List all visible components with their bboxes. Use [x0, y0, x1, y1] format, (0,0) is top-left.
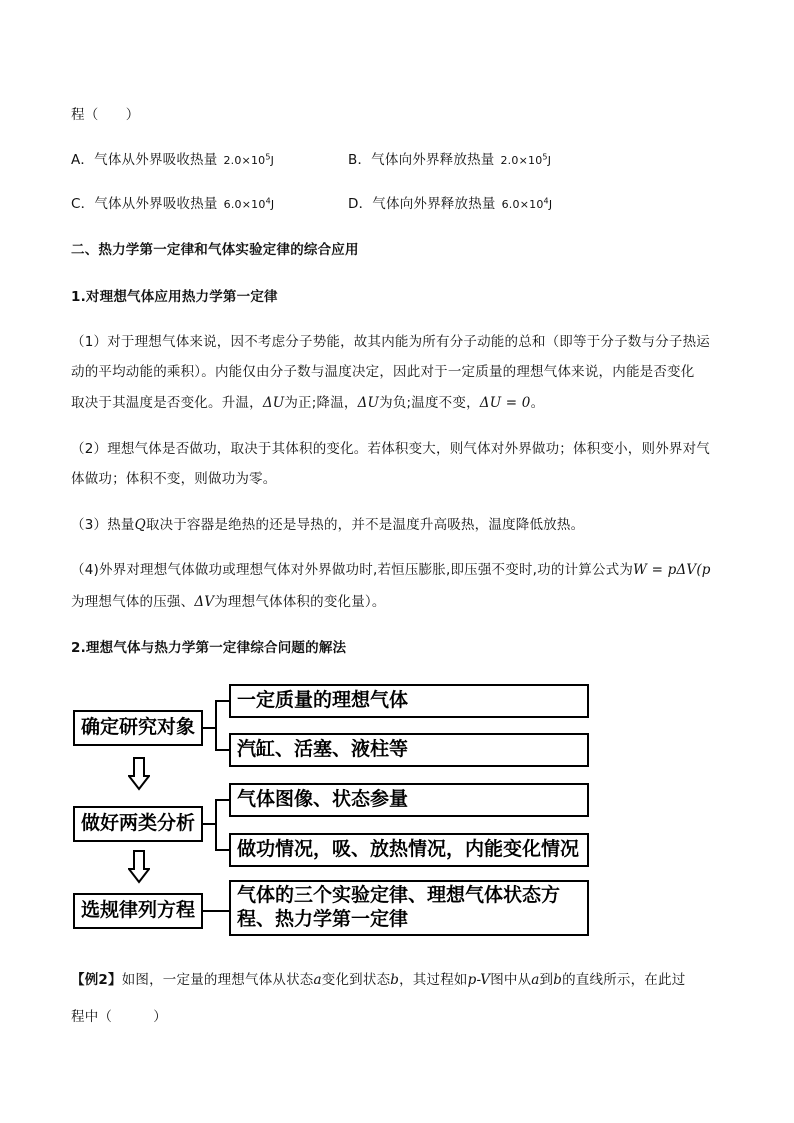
paragraph-4-line-2: 为理想气体的压强、ΔV为理想气体体积的变化量）。: [71, 594, 386, 610]
option-letter: C．: [71, 196, 95, 212]
down-arrow-icon: [128, 757, 150, 791]
option-text: 气体从外界吸收热量: [94, 196, 218, 212]
option-value: $2.0\times 10^5J$: [223, 152, 275, 167]
flow-box-gas-graph: 气体图像、状态参量: [229, 783, 589, 817]
question-tail: 程（ ）: [71, 107, 140, 123]
math-delta-v: ΔV: [194, 594, 215, 610]
connector: [215, 799, 217, 851]
flow-box-work-heat: 做功情况，吸、放热情况，内能变化情况: [229, 833, 589, 867]
gas-laws-line-2: 程、热力学第一定律: [237, 908, 409, 930]
option-text: 气体向外界释放热量: [372, 196, 496, 212]
paragraph-1-line-1: （1）对于理想气体来说，因不考虑分子势能，故其内能为所有分子动能的总和（即等于分子数与分子热运: [71, 334, 710, 350]
section-heading: 二、热力学第一定律和气体实验定律的综合应用: [71, 242, 359, 258]
option-value: $6.0\times 10^4J$: [223, 196, 275, 211]
gas-laws-line-1: 气体的三个实验定律、理想气体状态方: [237, 884, 561, 907]
option-text: 气体从外界吸收热量: [94, 152, 218, 168]
connector: [215, 749, 229, 751]
connector: [215, 799, 229, 801]
connector: [215, 700, 229, 702]
option-d[interactable]: [348, 192, 552, 212]
paragraph-1-line-3: 取决于其温度是否变化。升温，ΔU为正;降温，ΔU为负;温度不变，ΔU = 0。: [71, 395, 545, 411]
math-work-formula: W = pΔV(p: [633, 562, 711, 578]
subsection-heading-1: 1.对理想气体应用热力学第一定律: [71, 289, 278, 305]
flow-box-gas-laws: [229, 880, 589, 936]
paragraph-3: （3）热量Q取决于容器是绝热的还是导热的，并不是温度升高吸热，温度降低放热。: [71, 517, 585, 533]
flow-box-research-object: 确定研究对象: [73, 710, 203, 746]
math-delta-u-zero: ΔU = 0: [479, 395, 531, 411]
math-delta-u: ΔU: [262, 395, 285, 411]
math-delta-u: ΔU: [357, 395, 380, 411]
option-letter: D．: [348, 196, 373, 212]
connector: [215, 849, 229, 851]
connector: [203, 910, 229, 912]
option-text: 气体向外界释放热量: [371, 152, 495, 168]
math-q: Q: [134, 517, 146, 533]
state-a: a: [313, 972, 322, 988]
option-letter: B．: [348, 152, 372, 168]
paragraph-2-line-1: （2）理想气体是否做功，取决于其体积的变化。若体积变大，则气体对外界做功；体积变小，则外界对气: [71, 441, 710, 457]
flow-box-ideal-gas: 一定质量的理想气体: [229, 684, 589, 718]
down-arrow-icon: [128, 850, 150, 884]
flow-box-cylinder-piston: 汽缸、活塞、液柱等: [229, 733, 589, 767]
flow-box-two-analyses: 做好两类分析: [73, 806, 203, 842]
paragraph-4-line-1: （4)外界对理想气体做功或理想气体对外界做功时,若恒压膨胀,即压强不变时,功的计算公式为W = pΔV(p: [71, 562, 711, 578]
option-c[interactable]: [71, 192, 274, 212]
example-2-line-1: 【例2】如图，一定量的理想气体从状态a变化到状态b，其过程如p-V图中从a到b的直线所示，在此过: [71, 972, 686, 988]
subsection-heading-2: 2.理想气体与热力学第一定律综合问题的解法: [71, 640, 347, 656]
connector: [215, 700, 217, 751]
paragraph-1-line-2: 动的平均动能的乘积）。内能仅由分子数与温度决定，因此对于一定质量的理想气体来说，内能是否变化: [71, 364, 695, 380]
option-a[interactable]: [71, 148, 274, 168]
option-letter: A．: [71, 152, 95, 168]
state-b: b: [390, 972, 400, 988]
paragraph-2-line-2: 体做功；体积不变，则做功为零。: [71, 471, 277, 487]
option-b[interactable]: [348, 148, 551, 168]
example-label: 【例2】: [71, 972, 122, 988]
option-value: $2.0\times 10^5J$: [500, 152, 552, 167]
option-value: $6.0\times 10^4J$: [501, 196, 553, 211]
example-2-line-2: 程中（ ）: [71, 1009, 167, 1025]
pv-label: p-V: [467, 972, 491, 988]
flow-box-laws-equations: 选规律列方程: [73, 893, 203, 929]
